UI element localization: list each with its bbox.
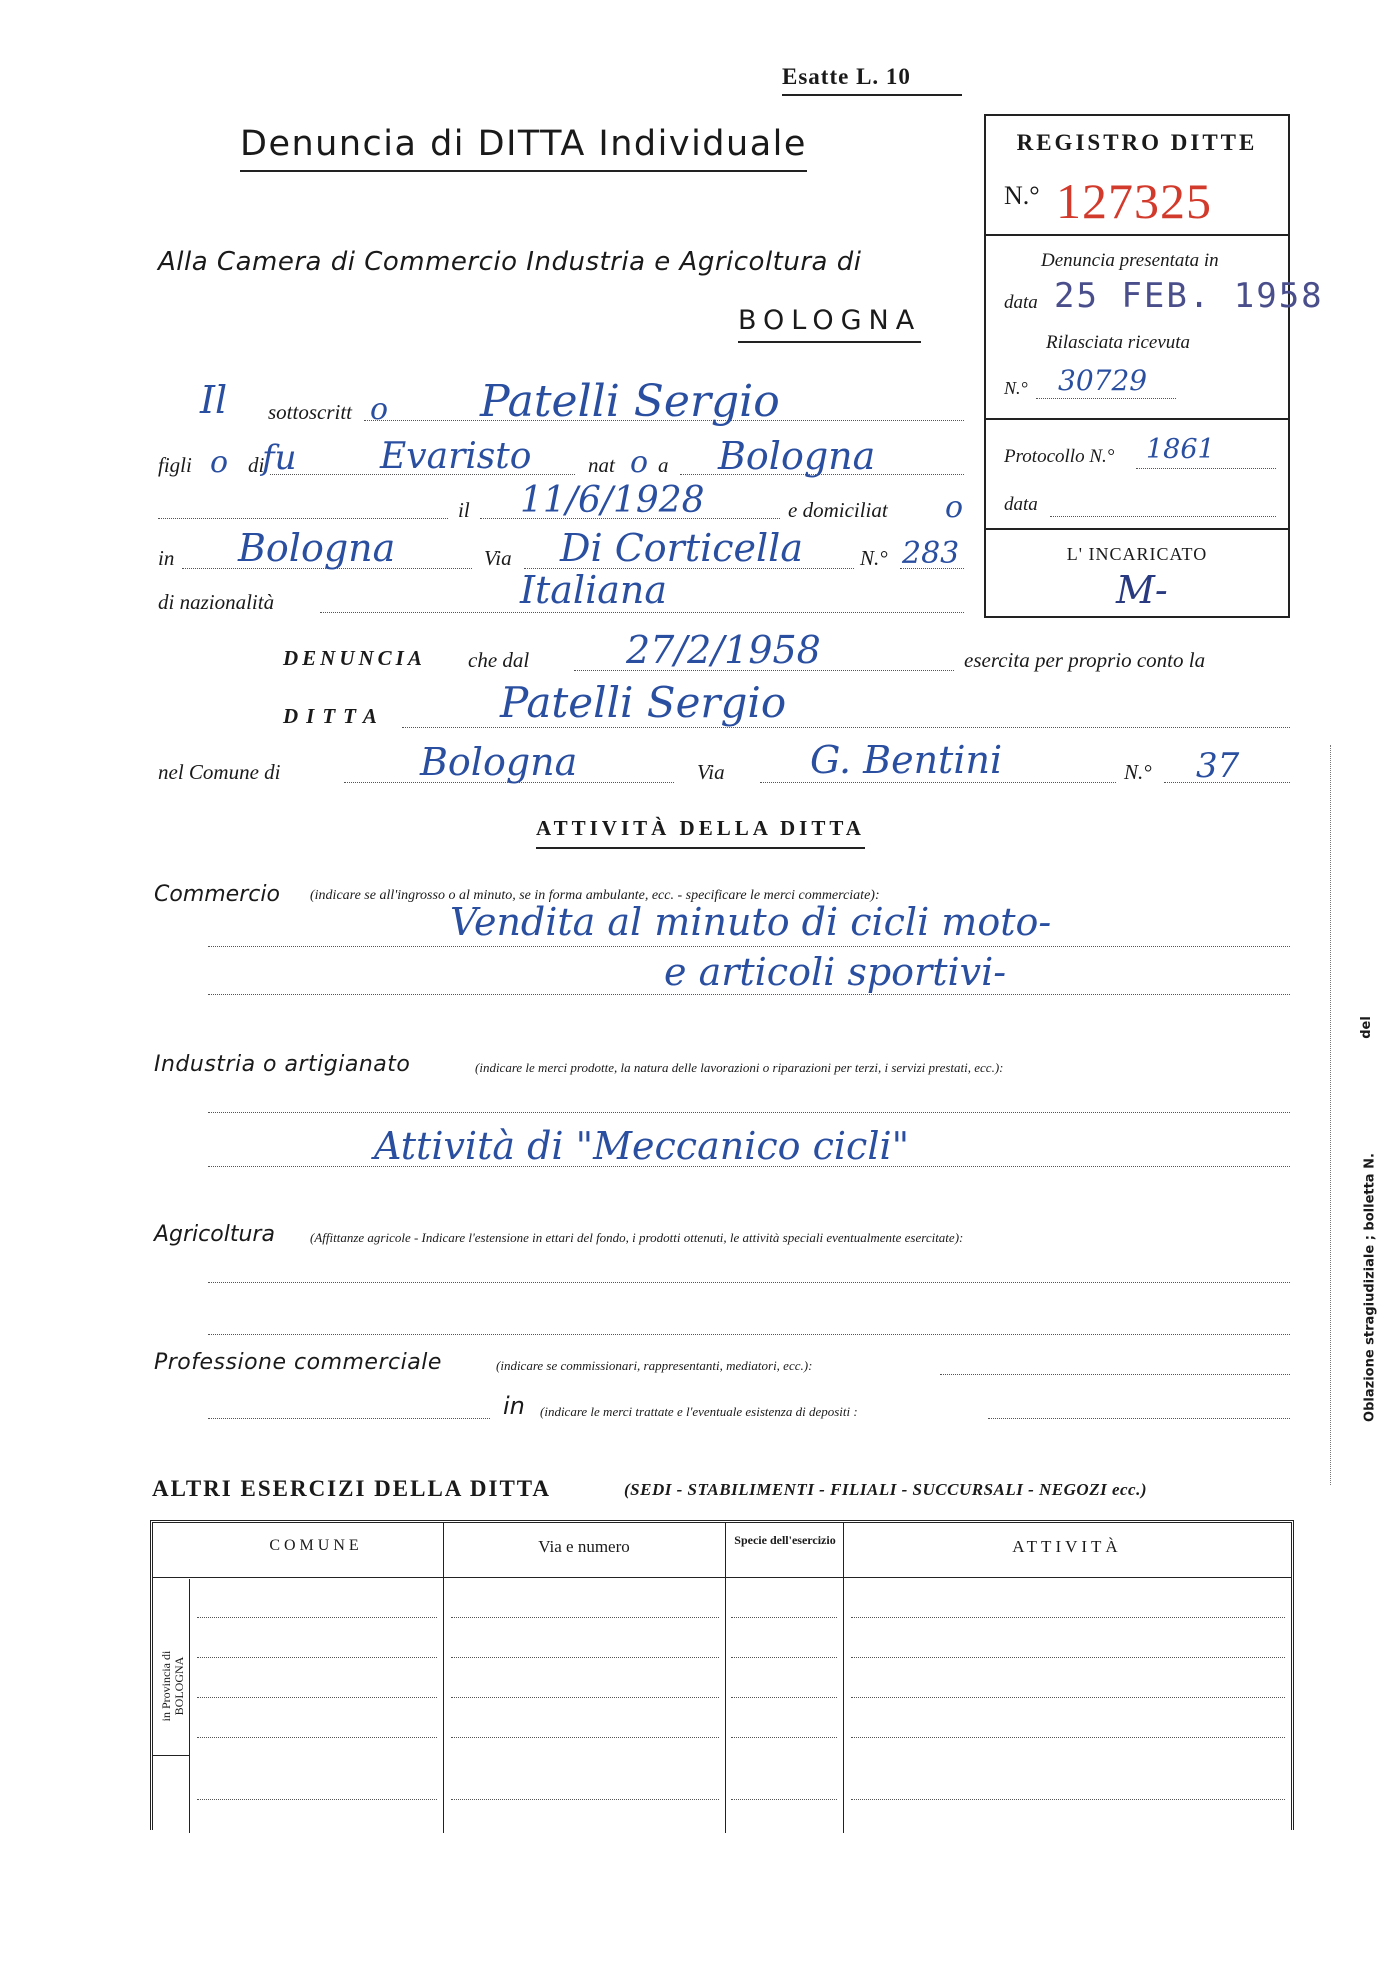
document-title: Denuncia di DITTA Individuale xyxy=(240,124,807,172)
col-header-comune: COMUNE xyxy=(269,1537,363,1554)
other-sites-table xyxy=(150,1520,1294,1830)
born-label: nat xyxy=(588,453,615,477)
row-dots-4b xyxy=(451,1737,719,1738)
born-suffix: o xyxy=(630,445,649,480)
officer-label: L' INCARICATO xyxy=(1066,544,1208,564)
side-note-line xyxy=(1330,745,1331,1485)
row-dots-4c xyxy=(731,1737,837,1738)
presented-date-stamp: 25 FEB. 1958 xyxy=(1054,276,1324,316)
profession-hint: (indicare se commissionari, rappresentanti, mediatori, ecc.): xyxy=(496,1358,813,1373)
row-dots-1a xyxy=(197,1617,437,1618)
officer-signature: M- xyxy=(1116,568,1168,612)
declarant-number: 283 xyxy=(902,536,960,571)
commerce-hint: (indicare se all'ingrosso o al minuto, se in forma ambulante, ecc. - specificare le merci commerciate): xyxy=(310,888,880,903)
side-note: Oblazione stragiudiziale ; bolletta N. xyxy=(1362,1153,1378,1422)
father-name: Evaristo xyxy=(380,436,532,477)
agriculture-label: Agricoltura xyxy=(154,1222,275,1247)
firm-street-label: Via xyxy=(697,760,725,784)
row-dots-4a xyxy=(197,1737,437,1738)
registry-number-prefix: N.° xyxy=(1004,181,1040,210)
protocol-date-label: data xyxy=(1004,494,1038,515)
row-dots-1c xyxy=(731,1617,837,1618)
firm-municipality: Bologna xyxy=(420,740,578,784)
table-header-rule xyxy=(153,1577,1291,1578)
col-sep-2 xyxy=(725,1523,726,1833)
receipt-number: 30729 xyxy=(1058,364,1148,397)
row-dots-2b xyxy=(451,1657,719,1658)
row-dots-5b xyxy=(451,1799,719,1800)
birth-leader-dots xyxy=(158,518,448,519)
row-dots-3a xyxy=(197,1697,437,1698)
industry-dots-1 xyxy=(208,1112,1290,1113)
domicile-label: e domiciliat xyxy=(788,498,888,522)
agriculture-dots-1 xyxy=(208,1282,1290,1283)
other-sites-title: ALTRI ESERCIZI DELLA DITTA xyxy=(152,1476,552,1501)
province-end-rule xyxy=(153,1755,189,1756)
registry-divider-2 xyxy=(984,418,1290,420)
child-suffix: o xyxy=(210,445,229,480)
nationality: Italiana xyxy=(520,568,668,612)
undersigned-suffix: o xyxy=(370,392,389,427)
child-label: figli xyxy=(158,453,192,477)
nationality-label: di nazionalità xyxy=(158,590,275,614)
receipt-label: Rilasciata ricevuta xyxy=(1046,332,1191,353)
on-label: il xyxy=(458,498,470,522)
declarant-city: Bologna xyxy=(238,526,396,570)
undersigned-label: sottoscritt xyxy=(268,400,353,424)
activities-title: ATTIVITÀ DELLA DITTA xyxy=(536,816,865,849)
row-dots-5a xyxy=(197,1799,437,1800)
exercise-label: esercita per proprio conto la xyxy=(964,648,1206,672)
protocol-dots xyxy=(1136,468,1276,469)
birthplace: Bologna xyxy=(718,434,876,478)
row-dots-1d xyxy=(851,1617,1285,1618)
side-note-del: del xyxy=(1358,1016,1374,1039)
industry-label: Industria o artigianato xyxy=(154,1052,411,1077)
agriculture-dots-2 xyxy=(208,1334,1290,1335)
tax-stamp-note: Esatte L. 10 xyxy=(782,64,962,96)
row-dots-2d xyxy=(851,1657,1285,1658)
commerce-line-1: Vendita al minuto di cicli moto- xyxy=(450,900,1052,944)
registry-divider-1 xyxy=(984,234,1290,236)
chamber-city: BOLOGNA xyxy=(738,305,921,343)
of-label: di xyxy=(248,453,265,477)
declarant-name: Patelli Sergio xyxy=(480,376,780,427)
declarant-street: Di Corticella xyxy=(560,526,803,570)
commerce-line-2: e articoli sportivi- xyxy=(664,950,1007,994)
agriculture-hint: (Affittanze agricole - Indicare l'estensione in ettari del fondo, i prodotti ottenuti, le attività speciali eventualmente esercitate): xyxy=(310,1230,964,1245)
presented-date-prefix: data xyxy=(1004,292,1038,313)
row-dots-3b xyxy=(451,1697,719,1698)
firm-number: 37 xyxy=(1196,746,1240,786)
row-dots-5c xyxy=(731,1799,837,1800)
receipt-prefix: N.° xyxy=(1004,378,1028,398)
in-activity-label: in xyxy=(503,1392,525,1420)
industry-line-1: Attività di "Meccanico cicli" xyxy=(374,1124,910,1168)
row-dots-3c xyxy=(731,1697,837,1698)
street-label: Via xyxy=(484,546,512,570)
commerce-label: Commercio xyxy=(154,882,280,907)
firm-street-dots xyxy=(760,782,1116,783)
at-label: a xyxy=(658,453,669,477)
protocol-number: 1861 xyxy=(1146,434,1215,465)
firm-number-label: N.° xyxy=(1124,760,1152,784)
firm-street: G. Bentini xyxy=(810,738,1003,782)
row-dots-2a xyxy=(197,1657,437,1658)
number-label: N.° xyxy=(860,546,888,570)
declarant-pronoun: Il xyxy=(200,378,228,422)
in-activity-hint: (indicare le merci trattate e l'eventuale esistenza di depositi : xyxy=(540,1404,858,1419)
domicile-suffix: o xyxy=(945,490,964,525)
profession-dots xyxy=(940,1374,1290,1375)
profession-label: Professione commerciale xyxy=(154,1350,442,1375)
row-dots-4d xyxy=(851,1737,1285,1738)
protocol-date-dots xyxy=(1050,516,1276,517)
commerce-dots-2 xyxy=(208,994,1290,995)
province-sep xyxy=(189,1579,190,1833)
receipt-dots xyxy=(1036,398,1176,399)
registry-box xyxy=(984,114,1324,618)
registry-divider-3 xyxy=(984,528,1290,530)
col-header-specie: Specie dell'esercizio xyxy=(734,1533,836,1547)
birthdate: 11/6/1928 xyxy=(520,480,705,521)
col-header-via: Via e numero xyxy=(538,1537,630,1556)
row-dots-1b xyxy=(451,1617,719,1618)
other-sites-subtitle: (SEDI - STABILIMENTI - FILIALI - SUCCURSALI - NEGOZI ecc.) xyxy=(624,1480,1147,1499)
declares-label: DENUNCIA xyxy=(283,646,426,670)
firm-dots xyxy=(402,727,1290,728)
presented-label: Denuncia presentata in xyxy=(1041,250,1219,271)
row-dots-3d xyxy=(851,1697,1285,1698)
col-sep-3 xyxy=(843,1523,844,1833)
row-dots-2c xyxy=(731,1657,837,1658)
registry-title: REGISTRO DITTE xyxy=(1016,130,1258,155)
start-date: 27/2/1958 xyxy=(626,628,821,672)
col-sep-1 xyxy=(443,1523,444,1833)
province-label: in Provincia di BOLOGNA xyxy=(159,1650,186,1722)
col-header-attivita: ATTIVITÀ xyxy=(1012,1537,1122,1556)
municipality-label: nel Comune di xyxy=(158,760,281,784)
in-trailing-dots xyxy=(988,1418,1290,1419)
row-dots-5d xyxy=(851,1799,1285,1800)
in-leader-dots xyxy=(208,1418,490,1419)
firm-label: DITTA xyxy=(283,704,385,728)
in-label: in xyxy=(158,546,175,570)
father-prefix: fu xyxy=(262,438,297,478)
industry-hint: (indicare le merci prodotte, la natura delle lavorazioni o riparazioni per terzi, i servizi prestati, ecc.): xyxy=(475,1060,1004,1075)
registry-number-stamp: 127325 xyxy=(1056,173,1212,229)
addressee-line: Alla Camera di Commercio Industria e Agricoltura di xyxy=(158,247,862,277)
firm-name: Patelli Sergio xyxy=(500,678,787,727)
commerce-dots-1 xyxy=(208,946,1290,947)
nationality-dots xyxy=(320,612,964,613)
since-label: che dal xyxy=(468,648,530,672)
protocol-label: Protocollo N.° xyxy=(1004,446,1115,467)
